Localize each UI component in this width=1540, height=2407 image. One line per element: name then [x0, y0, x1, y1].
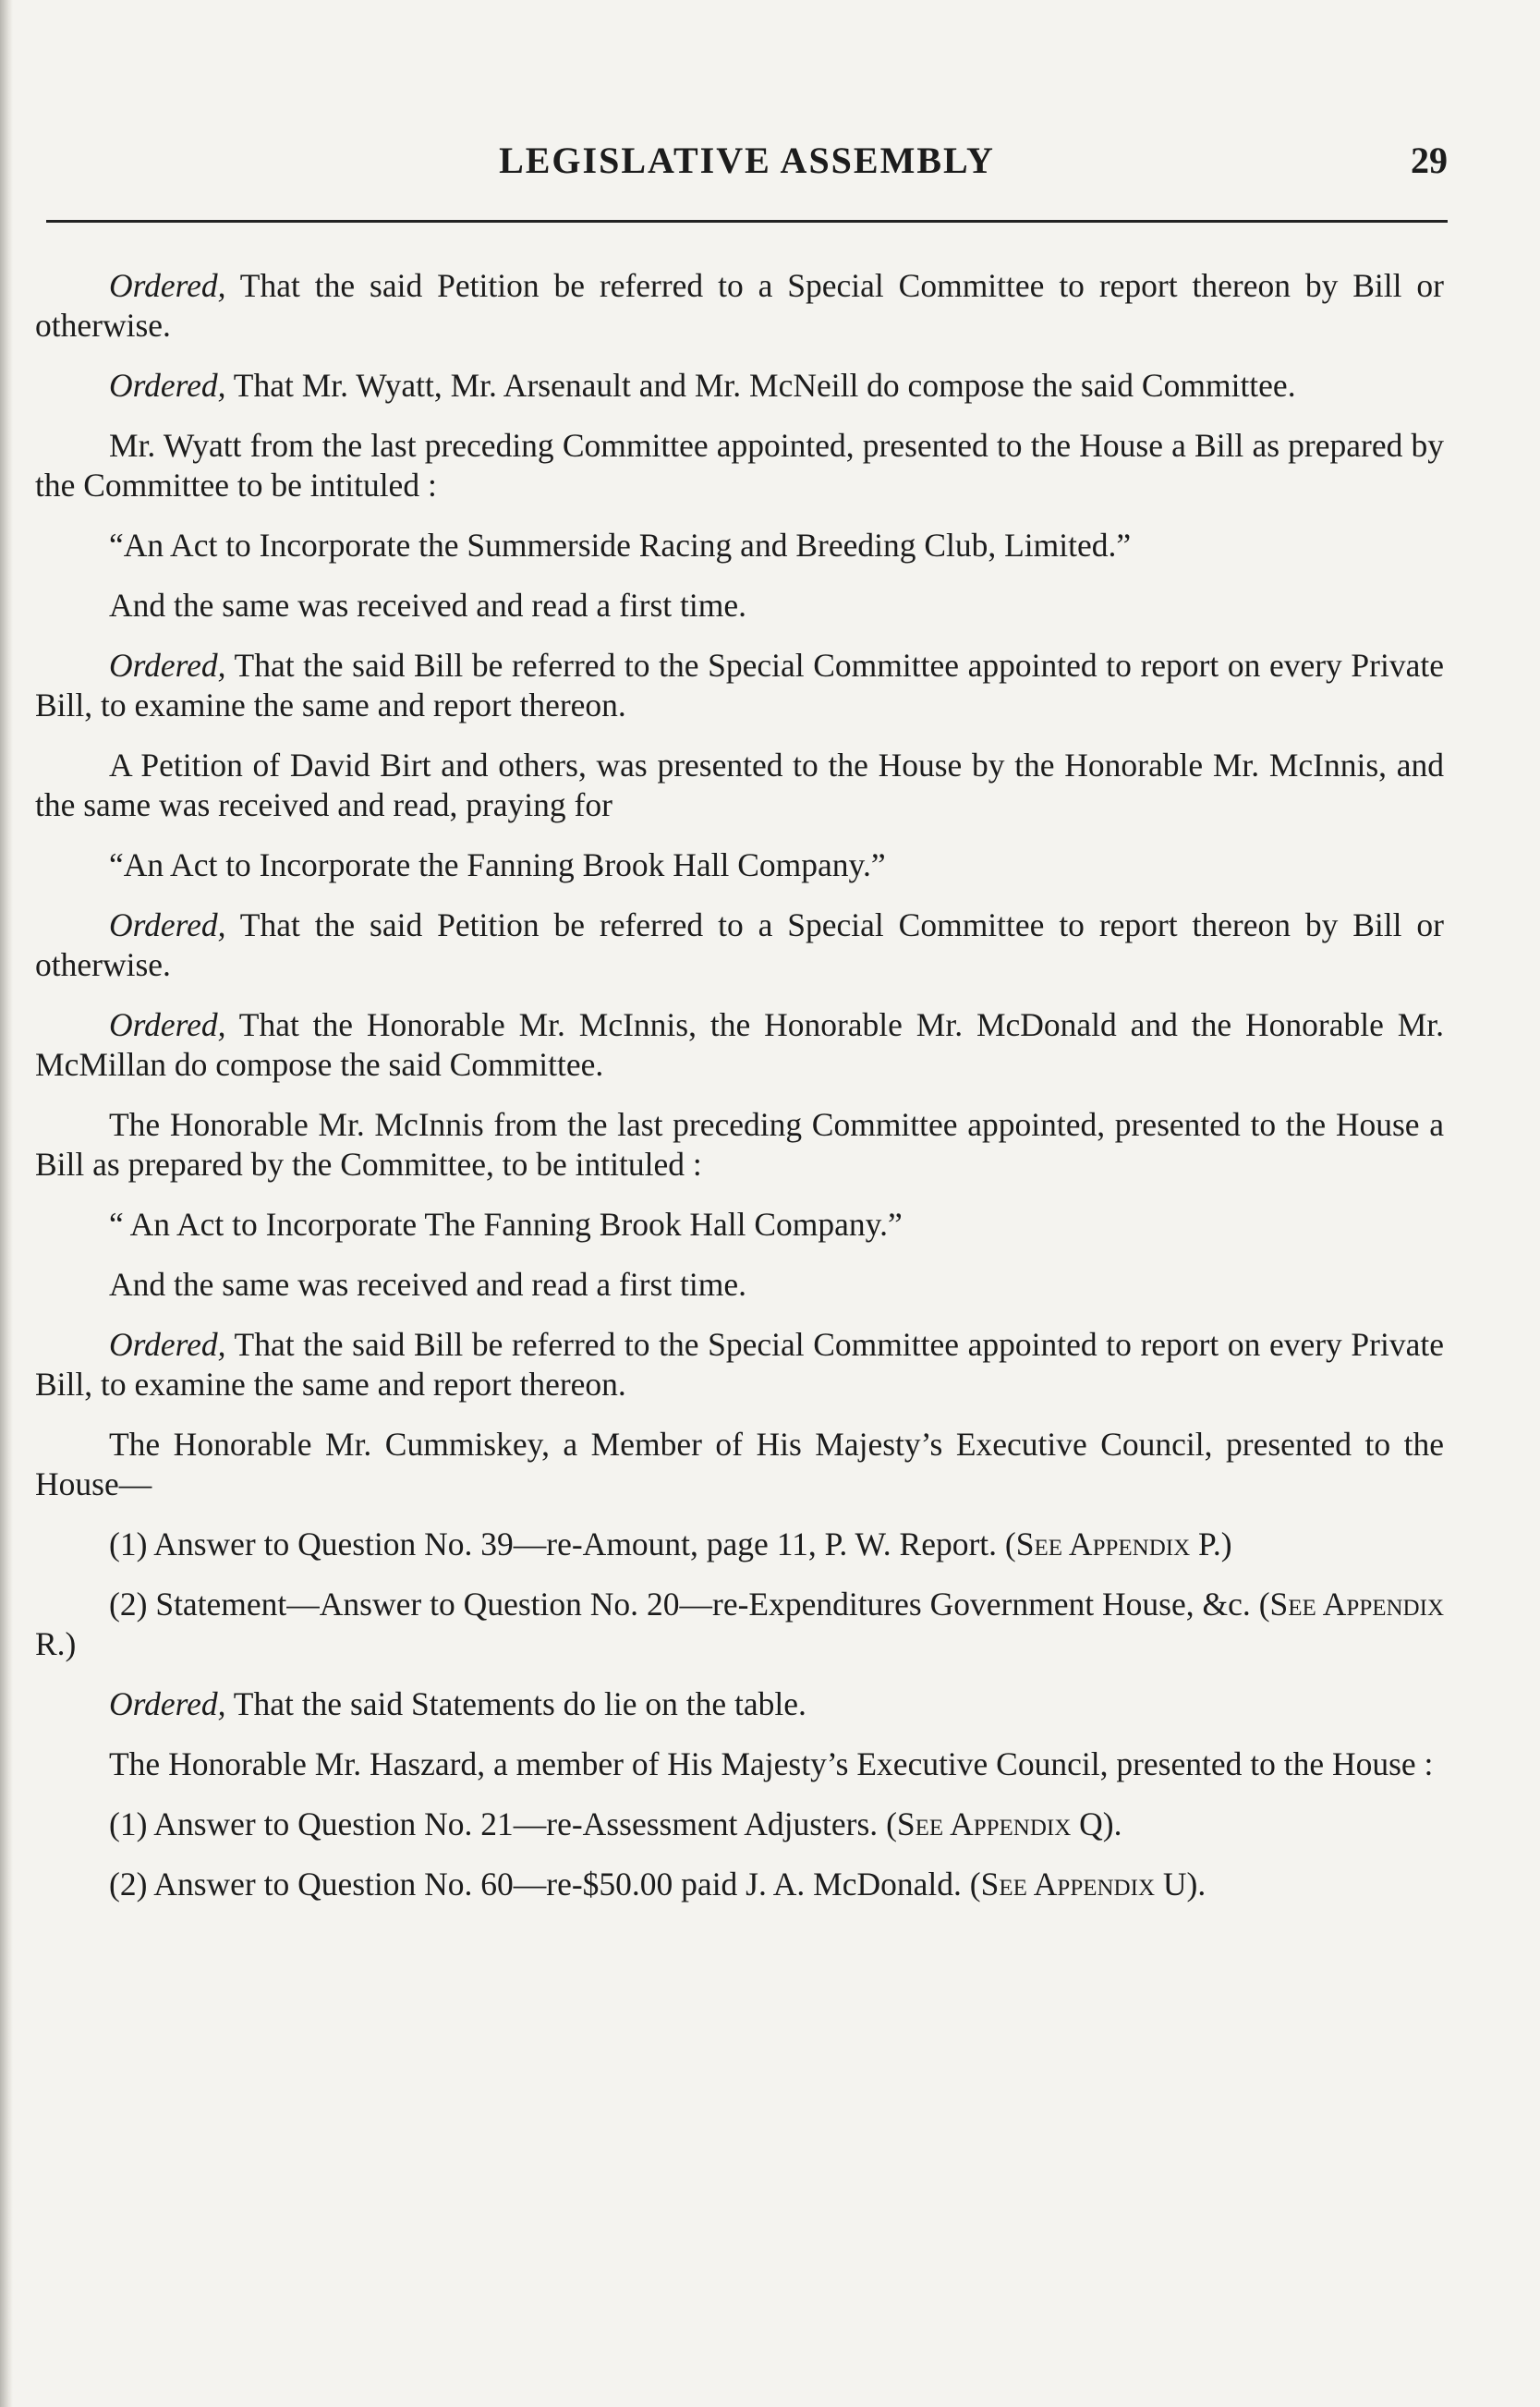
appendix-reference: (See Appendix R.) [35, 1586, 1444, 1662]
appendix-reference: (See Appendix Q). [878, 1805, 1122, 1842]
paragraph [35, 1805, 1444, 1844]
paragraph-text: That the said Petition be referred to a Special Committee to report thereon by Bill or otherwise. [35, 906, 1444, 983]
document-body [35, 266, 1444, 1925]
paragraph [35, 1105, 1444, 1185]
page-binding-edge [0, 0, 13, 2407]
paragraph-text: The Honorable Mr. McInnis from the last preceding Committee appointed, presented to the House a Bill as prepared by the Committee, to be intituled : [35, 1106, 1444, 1183]
paragraph [35, 1585, 1444, 1664]
paragraph-text: That the said Petition be referred to a Special Committee to report thereon by Bill or otherwise. [35, 267, 1444, 344]
bill-title: “An Act to Incorporate the Fanning Brook Hall Company.” [109, 846, 886, 883]
ordered-lead: Ordered, [109, 1326, 226, 1363]
appendix-reference: (See Appendix P.) [997, 1526, 1232, 1562]
paragraph [35, 366, 1444, 406]
appendix-reference: (See Appendix U). [961, 1866, 1207, 1903]
ordered-lead: Ordered, [109, 647, 226, 684]
paragraph [35, 906, 1444, 985]
paragraph-text: The Honorable Mr. Haszard, a member of His Majesty’s Executive Council, presented to the House : [109, 1745, 1434, 1782]
paragraph [35, 526, 1444, 565]
header-rule [46, 220, 1448, 223]
list-item-text: (1) Answer to Question No. 21—re-Assessment Adjusters. [109, 1805, 879, 1842]
paragraph-text: Mr. Wyatt from the last preceding Committee appointed, presented to the House a Bill as prepared by the Committee to be intituled : [35, 427, 1444, 504]
paragraph [35, 266, 1444, 346]
paragraph [35, 1005, 1444, 1085]
paragraph [35, 426, 1444, 505]
paragraph [35, 1865, 1444, 1904]
ordered-lead: Ordered, [109, 906, 226, 943]
paragraph [35, 1744, 1444, 1784]
paragraph [35, 746, 1444, 825]
paragraph [35, 1205, 1444, 1245]
paragraph-text: A Petition of David Birt and others, was presented to the House by the Honorable Mr. McInnis, and the same was received and read, praying for [35, 747, 1444, 823]
paragraph-text: That the said Bill be referred to the Special Committee appointed to report on every Private Bill, to examine the same and report thereon. [35, 647, 1444, 723]
list-item-text: (1) Answer to Question No. 39—re-Amount, page 11, P. W. Report. [109, 1526, 998, 1562]
page-number: 29 [1411, 140, 1448, 181]
page-header [46, 139, 1448, 194]
list-item-text: (2) Answer to Question No. 60—re-$50.00 paid J. A. McDonald. [109, 1866, 962, 1903]
bill-title: “ An Act to Incorporate The Fanning Brook Hall Company.” [109, 1206, 903, 1243]
paragraph [35, 1265, 1444, 1305]
paragraph-text: That the said Bill be referred to the Special Committee appointed to report on every Private Bill, to examine the same and report thereon. [35, 1326, 1444, 1403]
paragraph [35, 586, 1444, 626]
ordered-lead: Ordered, [109, 1685, 226, 1722]
bill-title: “An Act to Incorporate the Summerside Racing and Breeding Club, Limited.” [109, 527, 1132, 564]
paragraph [35, 1425, 1444, 1504]
paragraph [35, 1325, 1444, 1404]
ordered-lead: Ordered, [109, 367, 226, 404]
ordered-lead: Ordered, [109, 1006, 226, 1043]
paragraph-text: That the said Statements do lie on the table. [225, 1685, 806, 1722]
page-title: LEGISLATIVE ASSEMBLY [499, 140, 995, 181]
ordered-lead: Ordered, [109, 267, 226, 304]
paragraph [35, 1684, 1444, 1724]
paragraph [35, 845, 1444, 885]
paragraph-text: And the same was received and read a first time. [109, 587, 746, 624]
list-item-text: (2) Statement—Answer to Question No. 20—re-Expenditures Government House, &c. [109, 1586, 1251, 1623]
paragraph-text: That the Honorable Mr. McInnis, the Honorable Mr. McDonald and the Honorable Mr. McMillan do compose the said Committee. [35, 1006, 1444, 1083]
paragraph-text: And the same was received and read a first time. [109, 1266, 746, 1303]
paragraph [35, 646, 1444, 725]
paragraph-text: The Honorable Mr. Cummiskey, a Member of His Majesty’s Executive Council, presented to the House— [35, 1426, 1444, 1502]
paragraph-text: That Mr. Wyatt, Mr. Arsenault and Mr. McNeill do compose the said Committee. [225, 367, 1296, 404]
paragraph [35, 1525, 1444, 1564]
